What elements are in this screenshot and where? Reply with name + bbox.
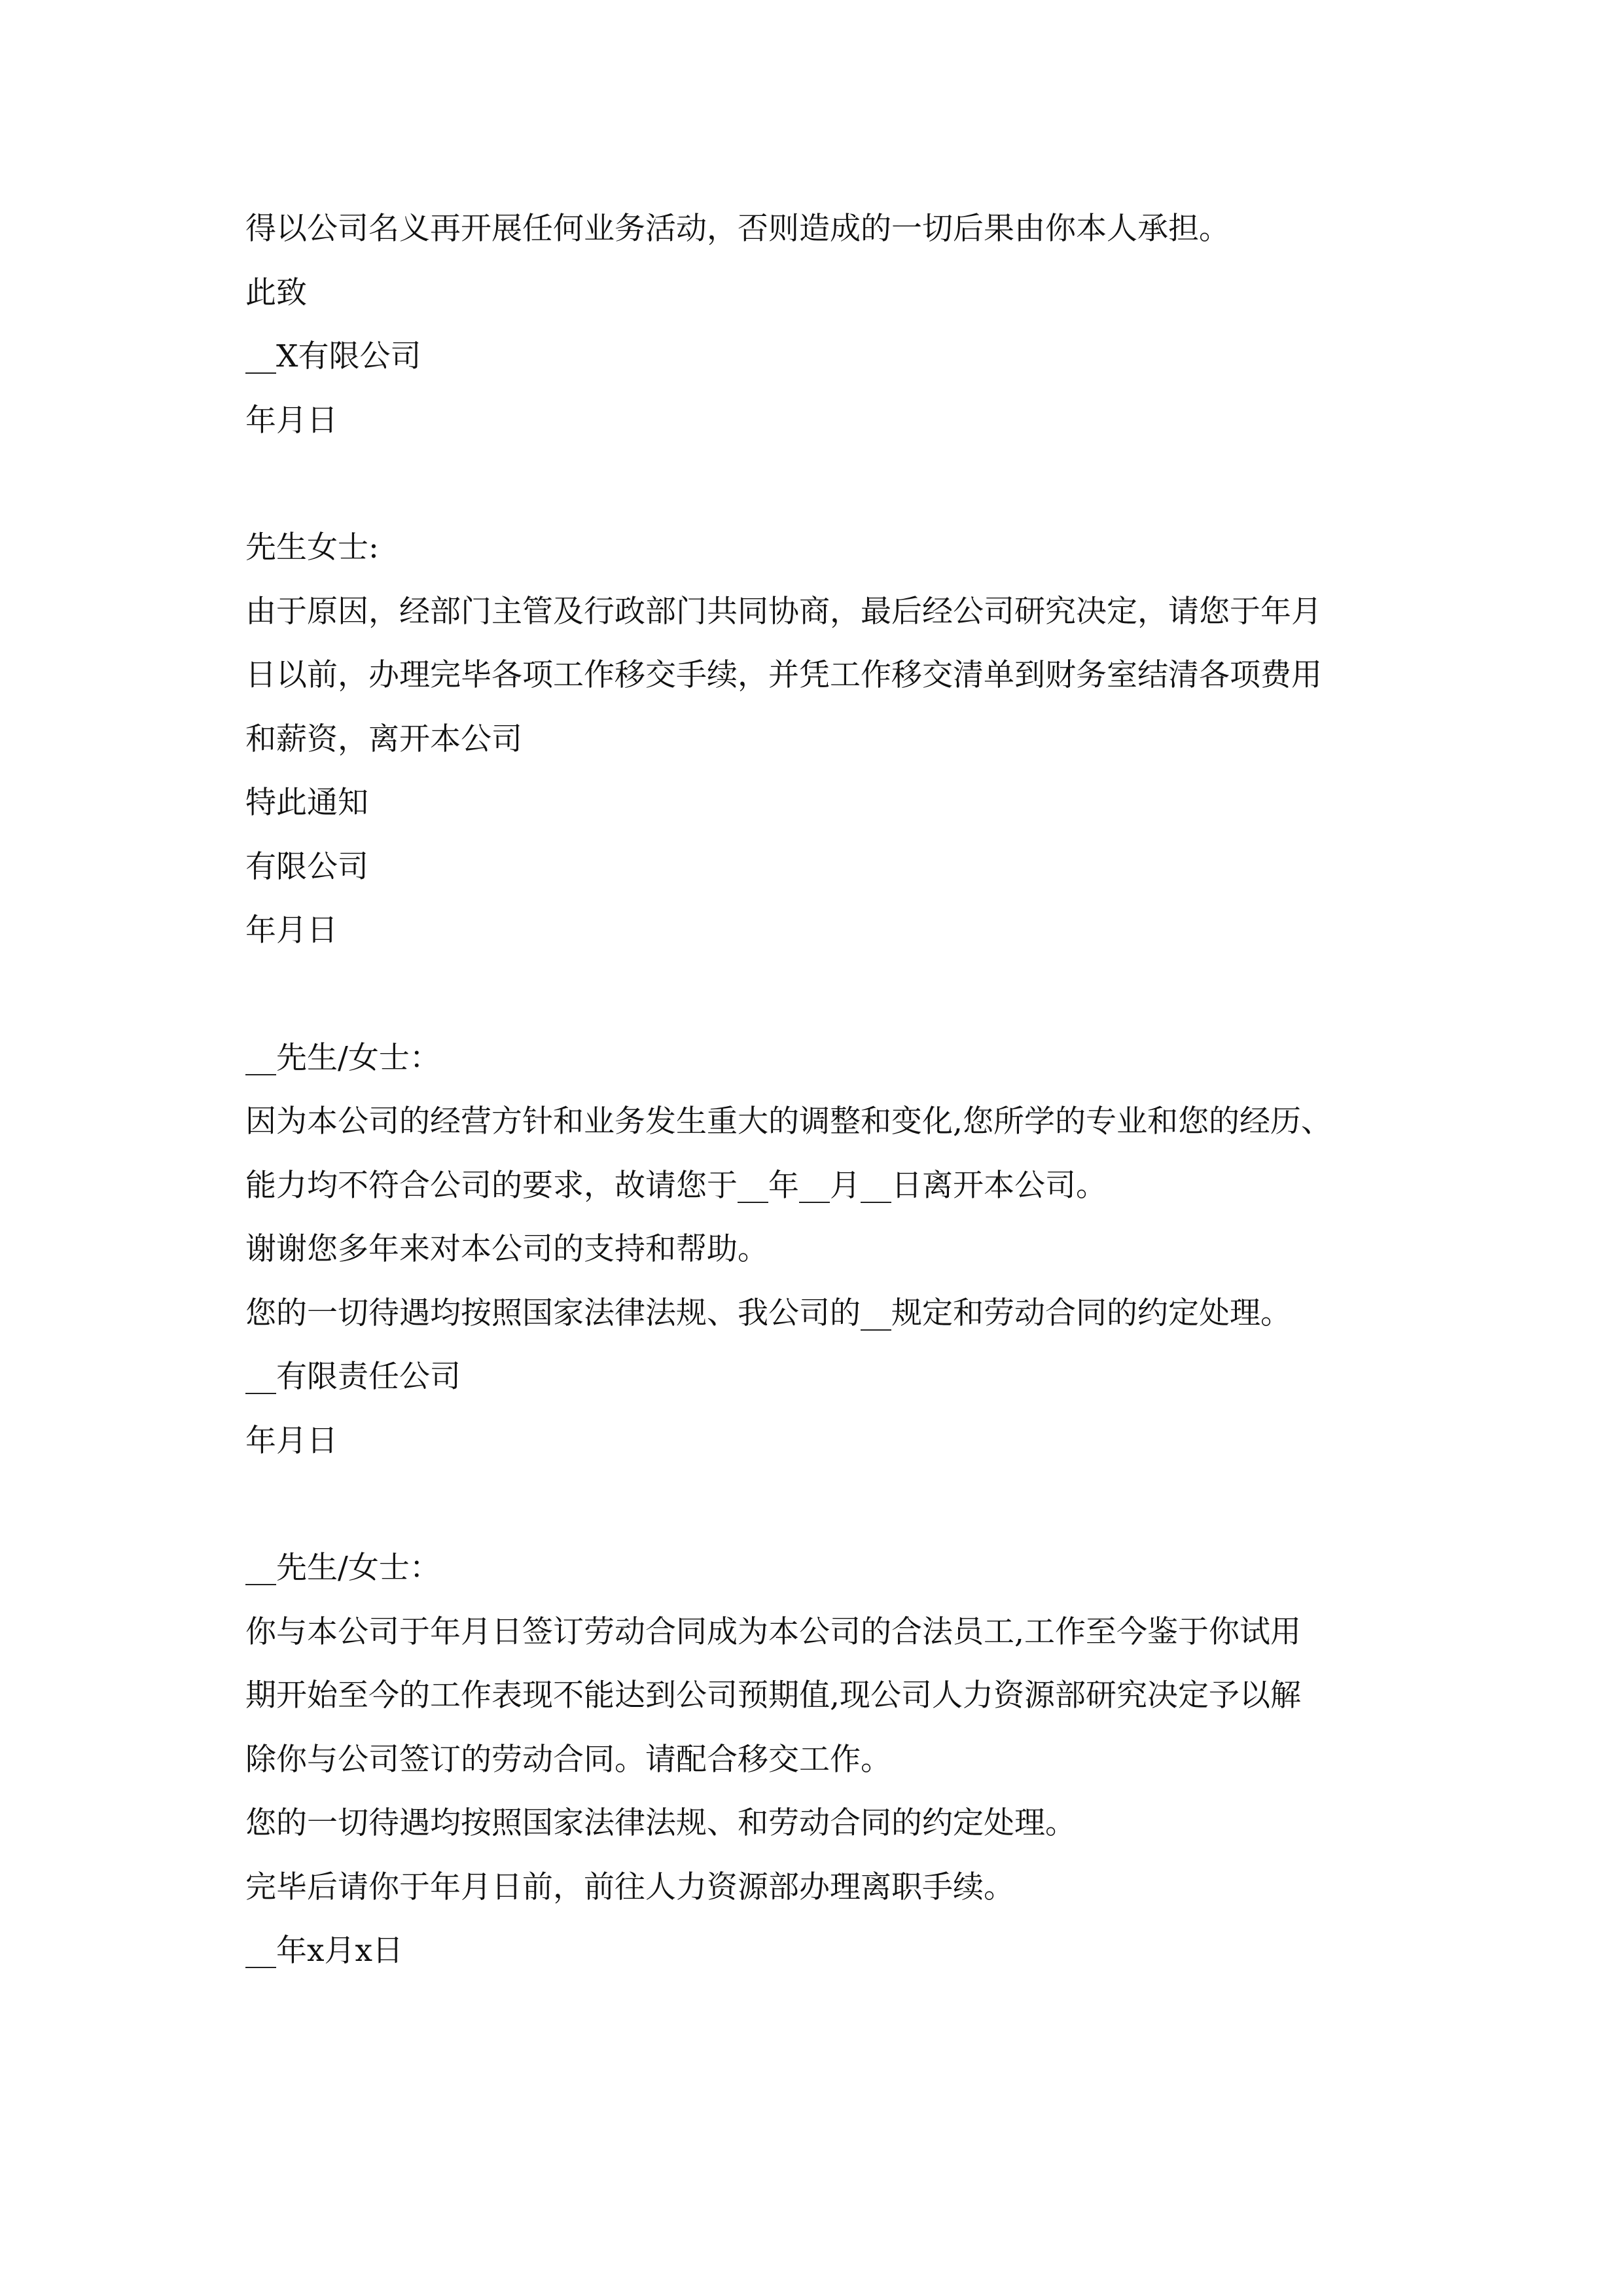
- document-page: [245, 203, 1397, 1989]
- date-line: 年月日: [245, 1422, 338, 1459]
- addressee-line: __先生/女士：: [245, 1039, 440, 1076]
- company-signature: 有限公司: [245, 848, 368, 885]
- body-line: 日以前，办理完毕各项工作移交手续，并凭工作移交清单到财务室结清各项费用: [245, 657, 1322, 693]
- body-line: 和薪资，离开本公司: [245, 721, 522, 757]
- company-signature: __有限责任公司: [245, 1359, 461, 1395]
- body-line: 除你与公司签订的劳动合同。请配合移交工作。: [245, 1741, 891, 1778]
- company-signature: __X有限公司: [245, 338, 421, 374]
- date-line: 年月日: [245, 912, 338, 948]
- body-line: 得以公司名义再开展任何业务活动，否则造成的一切后果由你本人承担。: [245, 211, 1230, 247]
- dismissal-notice-2: [245, 1032, 1397, 1479]
- salutation-closing: 此致: [245, 274, 307, 311]
- body-line: 你与本公司于年月日签订劳动合同成为本公司的合法员工,工作至今鉴于你试用: [245, 1613, 1301, 1650]
- date-line: 年月日: [245, 402, 338, 439]
- dismissal-notice-1: [245, 522, 1397, 969]
- dismissal-notice-3: [245, 1542, 1397, 1989]
- body-line: 您的一切待遇均按照国家法律法规、我公司的__规定和劳动合同的约定处理。: [245, 1295, 1291, 1331]
- body-line: 能力均不符合公司的要求，故请您于__年__月__日离开本公司。: [245, 1167, 1107, 1204]
- body-line: 谢谢您多年来对本公司的支持和帮助。: [245, 1231, 768, 1267]
- body-line: 完毕后请你于年月日前，前往人力资源部办理离职手续。: [245, 1869, 1014, 1905]
- notice-closing: 特此通知: [245, 785, 368, 821]
- addressee-line: 先生女士:: [245, 529, 379, 565]
- body-line: 由于原因，经部门主管及行政部门共同协商，最后经公司研究决定，请您于年月: [245, 593, 1322, 630]
- letter-fragment-closing: [245, 203, 1397, 458]
- body-line: 因为本公司的经营方针和业务发生重大的调整和变化,您所学的专业和您的经历、: [245, 1103, 1332, 1139]
- date-line: __年x月x日: [245, 1933, 404, 1969]
- body-line: 您的一切待遇均按照国家法律法规、和劳动合同的约定处理。: [245, 1805, 1076, 1841]
- addressee-line: __先生/女士：: [245, 1550, 440, 1586]
- body-line: 期开始至今的工作表现不能达到公司预期值,现公司人力资源部研究决定予以解: [245, 1677, 1301, 1713]
